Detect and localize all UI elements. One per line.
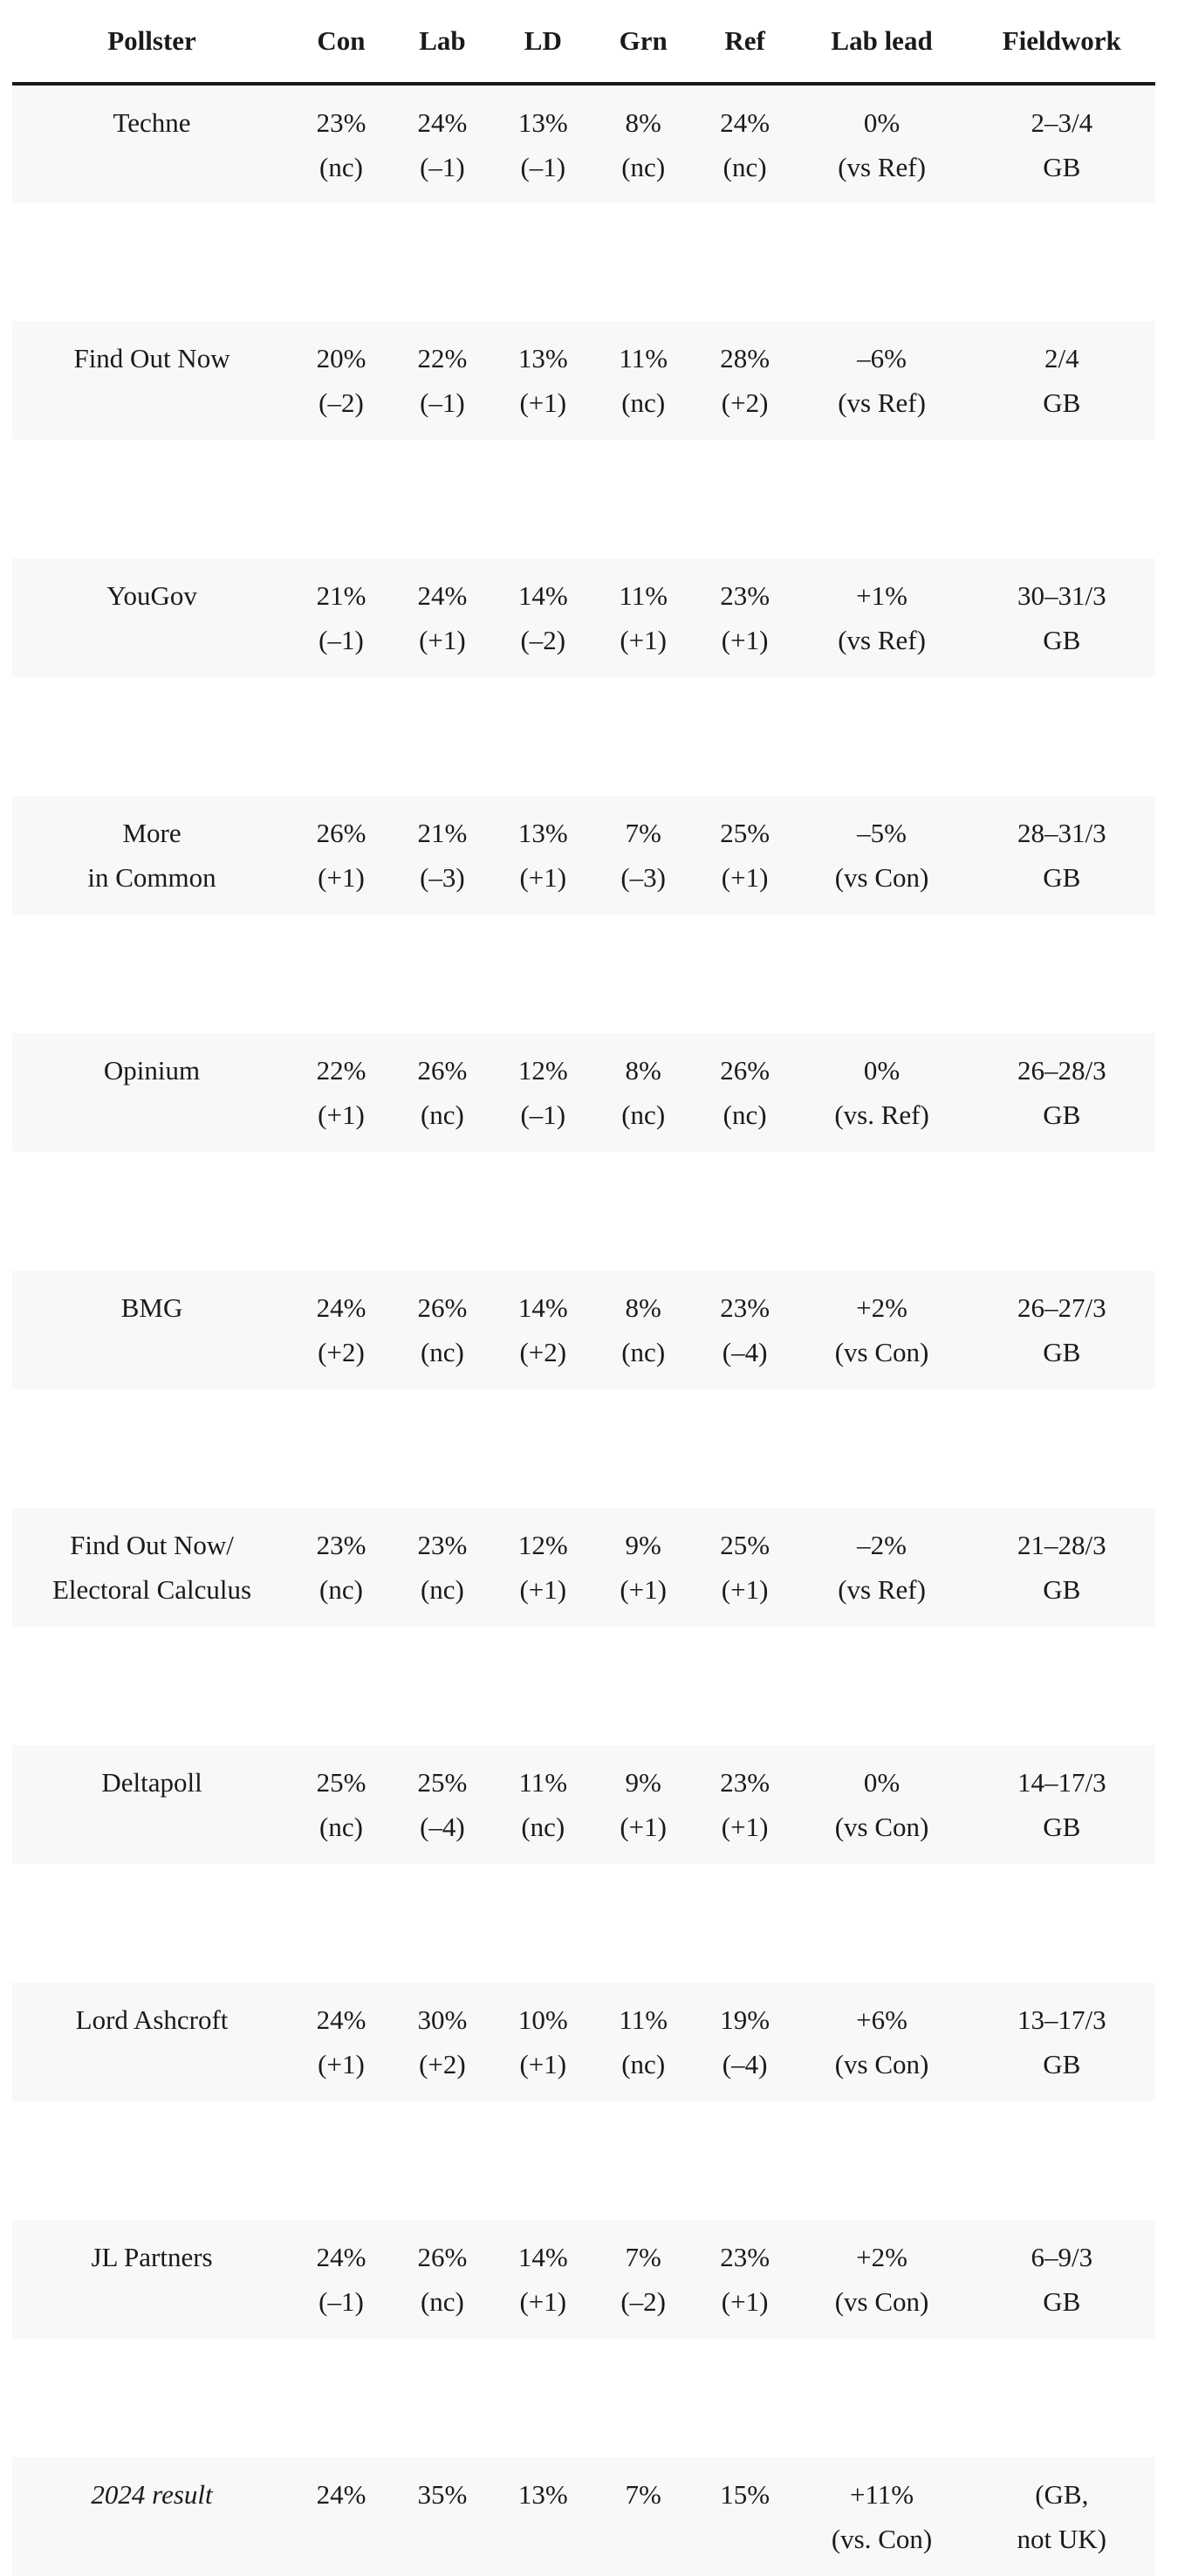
lab-cell-line: 21% — [417, 818, 468, 848]
fieldwork-cell — [969, 1271, 1155, 1389]
lab-cell-line: (+1) — [419, 625, 466, 655]
ld-cell — [494, 84, 592, 202]
fieldwork-cell-line: GB — [1043, 2049, 1081, 2079]
result-row — [12, 2457, 1155, 2576]
fieldwork-cell — [969, 1033, 1155, 1152]
lab-cell-line: 23% — [417, 1530, 468, 1560]
fieldwork-cell — [969, 796, 1155, 915]
ref-cell-line: (+1) — [721, 862, 769, 893]
grn-cell — [592, 84, 695, 202]
lab-lead-cell-line: 0% — [863, 107, 901, 138]
grn-cell — [592, 558, 695, 677]
ld-cell-line: 13% — [517, 343, 568, 373]
header-con: Con — [291, 0, 391, 84]
lab-cell-line: 24% — [417, 107, 468, 138]
fieldwork-cell-line: 26–27/3 — [1017, 1292, 1106, 1323]
lab-cell — [391, 1508, 494, 1627]
con-cell — [291, 1745, 391, 1864]
pollster-cell-line: JL Partners — [91, 2242, 213, 2272]
ld-cell-line: (–1) — [520, 1100, 566, 1130]
row-spacer — [12, 1389, 1155, 1508]
ld-cell-line: 12% — [517, 1530, 568, 1560]
row-spacer — [12, 915, 1155, 1033]
fieldwork-cell — [969, 1745, 1155, 1864]
ld-cell-line: (+1) — [519, 862, 567, 893]
grn-cell-line: 7% — [625, 2479, 661, 2510]
lab-lead-cell — [796, 1033, 969, 1152]
grn-cell — [592, 1033, 695, 1152]
con-cell — [291, 1983, 391, 2101]
row-spacer-cell — [12, 1627, 1155, 1745]
pollster-cell-line: 2024 result — [91, 2479, 213, 2510]
ref-cell-line: 19% — [720, 2004, 770, 2035]
con-cell — [291, 2220, 391, 2339]
lab-cell — [391, 2457, 494, 2576]
header-lab: Lab — [391, 0, 494, 84]
pollster-cell-line: More — [122, 818, 181, 848]
con-cell-line: 23% — [316, 107, 366, 138]
pollster-cell — [12, 1745, 291, 1864]
lab-lead-cell-line: –6% — [857, 343, 907, 373]
grn-cell — [592, 2457, 695, 2576]
ref-cell-line: (–4) — [722, 1337, 768, 1367]
ld-cell-line: (+1) — [519, 387, 567, 418]
pollster-cell-line: Find Out Now/ — [70, 1530, 234, 1560]
con-cell — [291, 84, 391, 202]
table-row — [12, 2220, 1155, 2339]
ld-cell-line: 14% — [517, 2242, 568, 2272]
lab-cell-line: 22% — [417, 343, 468, 373]
con-cell-line: (–2) — [318, 387, 364, 418]
lab-lead-cell-line: (vs Con) — [834, 2049, 929, 2079]
con-cell — [291, 1271, 391, 1389]
fieldwork-cell — [969, 2457, 1155, 2576]
pollster-cell-line: Lord Ashcroft — [75, 2004, 229, 2035]
grn-cell — [592, 1745, 695, 1864]
lab-cell-line: (nc) — [420, 2286, 464, 2317]
pollster-cell — [12, 796, 291, 915]
pollster-cell — [12, 1508, 291, 1627]
pollster-cell — [12, 84, 291, 202]
ref-cell-line: (nc) — [723, 152, 767, 182]
lab-lead-cell — [796, 84, 969, 202]
grn-cell-line: 8% — [625, 107, 661, 138]
lab-cell — [391, 1033, 494, 1152]
table-row — [12, 1033, 1155, 1152]
ld-cell — [494, 1745, 592, 1864]
lab-lead-cell — [796, 796, 969, 915]
lab-cell-line: (–4) — [420, 1812, 465, 1842]
ref-cell — [695, 558, 796, 677]
pollster-cell — [12, 2220, 291, 2339]
fieldwork-cell-line: 26–28/3 — [1017, 1055, 1106, 1086]
con-cell-line: 25% — [316, 1767, 366, 1798]
lab-lead-cell-line: +11% — [849, 2479, 914, 2510]
fieldwork-cell-line: 28–31/3 — [1017, 818, 1106, 848]
ref-cell-line: 23% — [720, 1292, 770, 1323]
con-cell-line: (+1) — [318, 2049, 365, 2079]
con-cell-line: (+2) — [318, 1337, 365, 1367]
pollster-cell — [12, 2457, 291, 2576]
fieldwork-cell-line: GB — [1043, 1337, 1081, 1367]
lab-lead-cell-line: –5% — [857, 818, 907, 848]
pollster-cell — [12, 321, 291, 440]
pollster-cell — [12, 558, 291, 677]
pollster-cell — [12, 1271, 291, 1389]
lab-lead-cell — [796, 1271, 969, 1389]
table-body — [12, 84, 1155, 2576]
lab-lead-cell-line: 0% — [863, 1767, 901, 1798]
lab-lead-cell-line: (vs Ref) — [838, 625, 926, 655]
grn-cell-line: (nc) — [621, 387, 666, 418]
row-spacer-cell — [12, 915, 1155, 1033]
lab-lead-cell-line: (vs Con) — [834, 862, 929, 893]
grn-cell-line: 8% — [625, 1292, 661, 1323]
table-row — [12, 84, 1155, 202]
fieldwork-cell-line: 2–3/4 — [1031, 107, 1093, 138]
ld-cell-line: (+1) — [519, 1574, 567, 1605]
fieldwork-cell-line: GB — [1043, 1812, 1081, 1842]
ld-cell — [494, 796, 592, 915]
header-fieldwork: Fieldwork — [969, 0, 1155, 84]
lab-cell-line: (nc) — [420, 1574, 464, 1605]
table-row — [12, 796, 1155, 915]
lab-cell — [391, 1983, 494, 2101]
ld-cell — [494, 1271, 592, 1389]
ref-cell-line: (–4) — [722, 2049, 768, 2079]
grn-cell-line: (+1) — [620, 1574, 667, 1605]
lab-lead-cell-line: +2% — [856, 1292, 907, 1323]
grn-cell — [592, 796, 695, 915]
fieldwork-cell-line: 2/4 — [1044, 343, 1079, 373]
lab-cell-line: 26% — [417, 2242, 468, 2272]
ref-cell — [695, 2220, 796, 2339]
ld-cell — [494, 1033, 592, 1152]
table-row — [12, 1983, 1155, 2101]
lab-lead-cell-line: (vs Con) — [834, 1337, 929, 1367]
ld-cell-line: (+1) — [519, 2286, 567, 2317]
grn-cell-line: 11% — [619, 580, 668, 611]
con-cell-line: 23% — [316, 1530, 366, 1560]
lab-cell-line: (nc) — [420, 1100, 464, 1130]
lab-cell-line: (–3) — [420, 862, 465, 893]
fieldwork-cell-line: 30–31/3 — [1017, 580, 1106, 611]
ld-cell-line: 10% — [517, 2004, 568, 2035]
grn-cell — [592, 2220, 695, 2339]
ref-cell-line: (+2) — [721, 387, 769, 418]
grn-cell — [592, 1983, 695, 2101]
grn-cell-line: (nc) — [621, 1337, 666, 1367]
pollster-cell-line: BMG — [120, 1292, 183, 1323]
ld-cell — [494, 558, 592, 677]
ref-cell-line: 25% — [720, 1530, 770, 1560]
header-ld: LD — [494, 0, 592, 84]
row-spacer — [12, 202, 1155, 321]
grn-cell-line: 9% — [625, 1767, 661, 1798]
con-cell-line: 24% — [316, 1292, 366, 1323]
fieldwork-cell-line: not UK) — [1017, 2524, 1106, 2554]
pollster-cell-line: Opinium — [103, 1055, 201, 1086]
fieldwork-cell — [969, 321, 1155, 440]
fieldwork-cell-line: GB — [1043, 2286, 1081, 2317]
row-spacer-cell — [12, 2339, 1155, 2457]
pollster-cell-line: YouGov — [106, 580, 197, 611]
lab-cell-line: (–1) — [420, 152, 465, 182]
fieldwork-cell-line: GB — [1043, 387, 1081, 418]
table-row — [12, 321, 1155, 440]
lab-lead-cell — [796, 1745, 969, 1864]
polls-table — [12, 0, 1155, 2576]
con-cell — [291, 796, 391, 915]
con-cell — [291, 1033, 391, 1152]
pollster-cell — [12, 1983, 291, 2101]
fieldwork-cell-line: 13–17/3 — [1017, 2004, 1106, 2035]
ref-cell-line: 28% — [720, 343, 770, 373]
con-cell-line: (nc) — [319, 1812, 363, 1842]
ref-cell — [695, 321, 796, 440]
row-spacer — [12, 440, 1155, 558]
grn-cell — [592, 1508, 695, 1627]
ref-cell — [695, 1508, 796, 1627]
row-spacer-cell — [12, 1864, 1155, 1983]
row-spacer — [12, 2101, 1155, 2220]
lab-lead-cell-line: (vs Ref) — [838, 387, 926, 418]
lab-lead-cell-line: –2% — [857, 1530, 907, 1560]
con-cell-line: 20% — [316, 343, 366, 373]
con-cell — [291, 2457, 391, 2576]
con-cell — [291, 1508, 391, 1627]
fieldwork-cell — [969, 1508, 1155, 1627]
ld-cell-line: 14% — [517, 1292, 568, 1323]
grn-cell-line: (+1) — [620, 1812, 667, 1842]
grn-cell-line: 11% — [619, 343, 668, 373]
fieldwork-cell-line: GB — [1043, 1100, 1081, 1130]
ld-cell — [494, 1508, 592, 1627]
grn-cell-line: (nc) — [621, 152, 666, 182]
ld-cell-line: 11% — [518, 1767, 568, 1798]
table-header — [12, 0, 1155, 84]
lab-cell-line: 25% — [417, 1767, 468, 1798]
lab-lead-cell-line: (vs. Ref) — [834, 1100, 929, 1130]
lab-lead-cell — [796, 2457, 969, 2576]
ref-cell-line: 25% — [720, 818, 770, 848]
con-cell-line: (+1) — [318, 862, 365, 893]
ref-cell — [695, 1271, 796, 1389]
row-spacer — [12, 2339, 1155, 2457]
row-spacer — [12, 1152, 1155, 1271]
fieldwork-cell — [969, 1983, 1155, 2101]
ref-cell-line: (+1) — [721, 2286, 769, 2317]
ref-cell — [695, 2457, 796, 2576]
row-spacer-cell — [12, 440, 1155, 558]
con-cell-line: 24% — [316, 2242, 366, 2272]
row-spacer-cell — [12, 1389, 1155, 1508]
lab-cell-line: 26% — [417, 1055, 468, 1086]
row-spacer — [12, 1864, 1155, 1983]
ref-cell-line: 15% — [720, 2479, 770, 2510]
grn-cell-line: (nc) — [621, 2049, 666, 2079]
lab-cell-line: 35% — [417, 2479, 468, 2510]
ld-cell — [494, 321, 592, 440]
lab-cell-line: (–1) — [420, 387, 465, 418]
lab-cell — [391, 2220, 494, 2339]
header-row — [12, 0, 1155, 84]
lab-lead-cell-line: +6% — [856, 2004, 907, 2035]
lab-cell-line: 30% — [417, 2004, 468, 2035]
table-row — [12, 1745, 1155, 1864]
ref-cell-line: (+1) — [721, 1574, 769, 1605]
lab-lead-cell-line: +1% — [856, 580, 907, 611]
lab-lead-cell — [796, 558, 969, 677]
header-pollster: Pollster — [12, 0, 291, 84]
grn-cell-line: (+1) — [620, 625, 667, 655]
fieldwork-cell-line: GB — [1043, 862, 1081, 893]
lab-cell-line: 24% — [417, 580, 468, 611]
grn-cell — [592, 1271, 695, 1389]
con-cell — [291, 558, 391, 677]
ref-cell — [695, 84, 796, 202]
con-cell-line: (nc) — [319, 152, 363, 182]
fieldwork-cell — [969, 2220, 1155, 2339]
ld-cell-line: 13% — [517, 2479, 568, 2510]
ld-cell-line: (–1) — [520, 152, 566, 182]
lab-cell-line: (+2) — [419, 2049, 466, 2079]
pollster-cell-line: Techne — [113, 107, 191, 138]
grn-cell — [592, 321, 695, 440]
ref-cell-line: (+1) — [721, 1812, 769, 1842]
lab-cell — [391, 796, 494, 915]
grn-cell-line: (–3) — [620, 862, 667, 893]
fieldwork-cell-line: 21–28/3 — [1017, 1530, 1106, 1560]
fieldwork-cell-line: 14–17/3 — [1017, 1767, 1106, 1798]
fieldwork-cell-line: 6–9/3 — [1031, 2242, 1093, 2272]
con-cell-line: 26% — [316, 818, 366, 848]
row-spacer-cell — [12, 202, 1155, 321]
grn-cell-line: (nc) — [621, 1100, 666, 1130]
ref-cell-line: 26% — [720, 1055, 770, 1086]
pollster-cell-line: in Common — [87, 862, 216, 893]
lab-lead-cell-line: (vs Ref) — [838, 152, 926, 182]
lab-lead-cell — [796, 2220, 969, 2339]
header-lab-lead: Lab lead — [796, 0, 969, 84]
ref-cell-line: 23% — [720, 580, 770, 611]
ref-cell-line: 23% — [720, 1767, 770, 1798]
ld-cell — [494, 1983, 592, 2101]
row-spacer-cell — [12, 1152, 1155, 1271]
ref-cell — [695, 1033, 796, 1152]
ld-cell-line: 14% — [517, 580, 568, 611]
ref-cell-line: (+1) — [721, 625, 769, 655]
row-spacer — [12, 677, 1155, 796]
lab-cell-line: 26% — [417, 1292, 468, 1323]
grn-cell-line: 11% — [619, 2004, 668, 2035]
lab-lead-cell-line: (vs Con) — [834, 1812, 929, 1842]
ref-cell-line: 23% — [720, 2242, 770, 2272]
grn-cell-line: 7% — [625, 2242, 661, 2272]
con-cell-line: 22% — [316, 1055, 366, 1086]
lab-lead-cell-line: (vs Con) — [834, 2286, 929, 2317]
lab-lead-cell-line: (vs. Con) — [831, 2524, 933, 2554]
lab-lead-cell-line: +2% — [856, 2242, 907, 2272]
lab-cell — [391, 321, 494, 440]
grn-cell-line: 9% — [625, 1530, 661, 1560]
ref-cell-line: (nc) — [723, 1100, 767, 1130]
con-cell-line: (+1) — [318, 1100, 365, 1130]
ld-cell-line: (–2) — [520, 625, 566, 655]
con-cell — [291, 321, 391, 440]
polls-table-container — [12, 0, 1155, 2576]
fieldwork-cell-line: (GB, — [1035, 2479, 1089, 2510]
lab-lead-cell — [796, 1508, 969, 1627]
ld-cell-line: 13% — [517, 107, 568, 138]
row-spacer-cell — [12, 677, 1155, 796]
lab-lead-cell — [796, 1983, 969, 2101]
con-cell-line: (nc) — [319, 1574, 363, 1605]
con-cell-line: 21% — [316, 580, 366, 611]
con-cell-line: 24% — [316, 2479, 366, 2510]
grn-cell-line: 7% — [625, 818, 661, 848]
ref-cell — [695, 1983, 796, 2101]
ld-cell-line: (+1) — [519, 2049, 567, 2079]
header-grn: Grn — [592, 0, 695, 84]
lab-cell — [391, 1745, 494, 1864]
con-cell-line: (–1) — [318, 625, 364, 655]
lab-cell — [391, 84, 494, 202]
ld-cell-line: 13% — [517, 818, 568, 848]
lab-cell-line: (nc) — [420, 1337, 464, 1367]
lab-lead-cell-line: 0% — [863, 1055, 901, 1086]
pollster-cell-line: Electoral Calculus — [51, 1574, 252, 1605]
ref-cell — [695, 1745, 796, 1864]
row-spacer-cell — [12, 2101, 1155, 2220]
ld-cell-line: (+2) — [519, 1337, 567, 1367]
ld-cell — [494, 2220, 592, 2339]
lab-cell — [391, 558, 494, 677]
grn-cell-line: (–2) — [620, 2286, 667, 2317]
fieldwork-cell-line: GB — [1043, 152, 1081, 182]
lab-lead-cell — [796, 321, 969, 440]
table-row — [12, 1508, 1155, 1627]
grn-cell-line: 8% — [625, 1055, 661, 1086]
pollster-cell-line: Deltapoll — [101, 1767, 202, 1798]
lab-lead-cell-line: (vs Ref) — [838, 1574, 926, 1605]
fieldwork-cell-line: GB — [1043, 625, 1081, 655]
header-ref: Ref — [695, 0, 796, 84]
fieldwork-cell — [969, 84, 1155, 202]
lab-cell — [391, 1271, 494, 1389]
fieldwork-cell — [969, 558, 1155, 677]
ref-cell-line: 24% — [720, 107, 770, 138]
ref-cell — [695, 796, 796, 915]
pollster-cell — [12, 1033, 291, 1152]
ld-cell-line: (nc) — [521, 1812, 565, 1842]
con-cell-line: (–1) — [318, 2286, 364, 2317]
table-row — [12, 558, 1155, 677]
fieldwork-cell-line: GB — [1043, 1574, 1081, 1605]
ld-cell — [494, 2457, 592, 2576]
pollster-cell-line: Find Out Now — [73, 343, 230, 373]
row-spacer — [12, 1627, 1155, 1745]
table-row — [12, 1271, 1155, 1389]
ld-cell-line: 12% — [517, 1055, 568, 1086]
con-cell-line: 24% — [316, 2004, 366, 2035]
